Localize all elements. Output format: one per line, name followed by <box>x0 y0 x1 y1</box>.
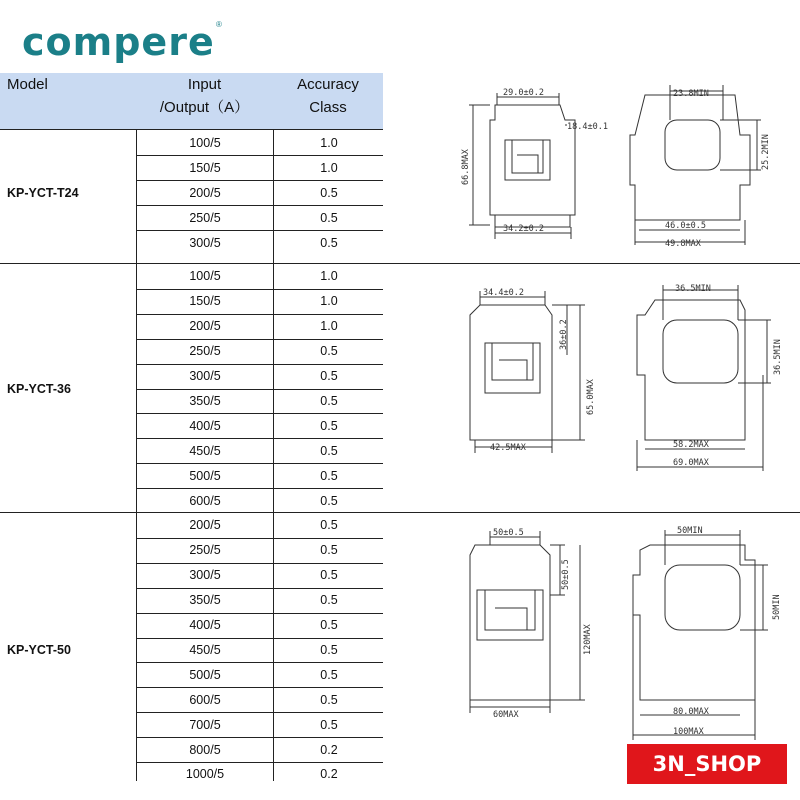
dimension-drawings <box>455 75 800 765</box>
t24-body-width: 46.0±0.5 <box>665 221 706 231</box>
m50-bottom-width: 60MAX <box>493 710 519 720</box>
row-divider <box>136 389 383 390</box>
shop-badge-label: 3N_SHOP <box>652 752 762 776</box>
m36-height: 65.0MAX <box>586 379 596 415</box>
table-cell-io: 250/5 <box>189 344 221 359</box>
header-accuracy <box>273 73 383 129</box>
table-cell-io: 300/5 <box>189 369 221 384</box>
table-cell-accuracy: 0.5 <box>320 185 338 200</box>
column-divider <box>136 129 137 781</box>
m50-window-height: 50MIN <box>772 594 782 620</box>
table-cell-accuracy: 0.5 <box>320 593 338 608</box>
m36-bottom-width: 42.5MAX <box>490 443 526 453</box>
header-model-label: Model <box>7 76 48 93</box>
column-divider <box>273 129 274 781</box>
table-cell-io: 800/5 <box>189 742 221 757</box>
header-io <box>136 73 273 129</box>
table-cell-accuracy: 0.2 <box>320 742 338 757</box>
table-cell-io: 200/5 <box>189 319 221 334</box>
shop-badge <box>627 734 787 784</box>
table-cell-io: 600/5 <box>189 493 221 508</box>
table-cell-io: 150/5 <box>189 294 221 309</box>
m36-overall-width: 69.0MAX <box>673 458 709 468</box>
row-divider <box>136 463 383 464</box>
table-cell-accuracy: 0.5 <box>320 468 338 483</box>
row-divider <box>136 737 383 738</box>
m36-window-width: 36.5MIN <box>675 284 711 294</box>
m50-top-width: 50±0.5 <box>493 528 524 538</box>
table-cell-accuracy: 0.5 <box>320 493 338 508</box>
table-cell-accuracy: 1.0 <box>320 160 338 175</box>
table-cell-accuracy: 1.0 <box>320 319 338 334</box>
row-divider <box>136 712 383 713</box>
table-cell-io: 700/5 <box>189 717 221 732</box>
header-accuracy-line1: Accuracy <box>297 76 359 93</box>
table-cell-accuracy: 0.5 <box>320 443 338 458</box>
m36-side-depth: 36±0.2 <box>559 319 569 350</box>
m36-window-height: 36.5MIN <box>773 339 783 375</box>
m36-front-view <box>470 291 585 453</box>
table-cell-accuracy: 0.2 <box>320 767 338 782</box>
t24-window-height: 25.2MIN <box>761 134 771 170</box>
m50-side-depth: 50±0.5 <box>561 559 571 590</box>
table-cell-accuracy: 0.5 <box>320 344 338 359</box>
table-cell-io: 200/5 <box>189 518 221 533</box>
row-divider <box>136 314 383 315</box>
row-divider <box>136 613 383 614</box>
row-divider <box>136 180 383 181</box>
t24-height: 66.8MAX <box>461 149 471 185</box>
table-cell-accuracy: 1.0 <box>320 135 338 150</box>
table-cell-accuracy: 0.5 <box>320 667 338 682</box>
table-cell-io: 450/5 <box>189 443 221 458</box>
m50-front-view <box>470 531 585 713</box>
table-cell-accuracy: 0.5 <box>320 235 338 250</box>
table-cell-accuracy: 0.5 <box>320 393 338 408</box>
row-divider <box>136 155 383 156</box>
row-divider <box>136 662 383 663</box>
table-cell-io: 300/5 <box>189 568 221 583</box>
row-divider <box>136 339 383 340</box>
table-cell-accuracy: 0.5 <box>320 418 338 433</box>
m50-overall-width: 100MAX <box>673 727 704 737</box>
row-divider <box>136 438 383 439</box>
model-name: KP-YCT-T24 <box>7 185 79 200</box>
table-cell-accuracy: 0.5 <box>320 210 338 225</box>
brand-registered-mark: ® <box>216 20 222 29</box>
row-divider <box>136 289 383 290</box>
table-cell-io: 150/5 <box>189 160 221 175</box>
table-cell-accuracy: 0.5 <box>320 642 338 657</box>
table-cell-io: 500/5 <box>189 667 221 682</box>
table-cell-io: 600/5 <box>189 692 221 707</box>
t24-side-depth: 18.4±0.1 <box>567 122 608 132</box>
table-cell-io: 1000/5 <box>185 767 225 782</box>
t24-top-width: 29.0±0.2 <box>503 88 544 98</box>
m36-body-width: 58.2MAX <box>673 440 709 450</box>
row-divider <box>136 413 383 414</box>
model-name: KP-YCT-36 <box>7 381 71 396</box>
header-divider <box>0 129 383 130</box>
m50-body-width: 80.0MAX <box>673 707 709 717</box>
table-cell-accuracy: 0.5 <box>320 543 338 558</box>
t24-overall-width: 49.8MAX <box>665 239 701 249</box>
table-cell-io: 400/5 <box>189 418 221 433</box>
t24-bottom-width: 34.2±0.2 <box>503 224 544 234</box>
table-cell-io: 250/5 <box>189 543 221 558</box>
table-cell-io: 350/5 <box>189 393 221 408</box>
m36-top-width: 34.4±0.2 <box>483 288 524 298</box>
row-divider <box>136 563 383 564</box>
row-divider <box>136 230 383 231</box>
table-cell-io: 100/5 <box>189 135 221 150</box>
table-cell-accuracy: 0.5 <box>320 717 338 732</box>
m50-height: 120MAX <box>583 624 593 655</box>
table-cell-io: 250/5 <box>189 210 221 225</box>
row-divider <box>136 638 383 639</box>
table-cell-io: 300/5 <box>189 235 221 250</box>
row-divider <box>136 364 383 365</box>
table-cell-accuracy: 0.5 <box>320 618 338 633</box>
t24-window-width: 23.8MIN <box>673 89 709 99</box>
table-cell-io: 200/5 <box>189 185 221 200</box>
model-name: KP-YCT-50 <box>7 642 71 657</box>
table-cell-io: 400/5 <box>189 618 221 633</box>
row-divider <box>136 205 383 206</box>
table-cell-io: 100/5 <box>189 269 221 284</box>
table-cell-accuracy: 0.5 <box>320 518 338 533</box>
shop-badge-registered-mark: ® <box>774 734 784 745</box>
m50-window-width: 50MIN <box>677 526 703 536</box>
row-divider <box>136 762 383 763</box>
table-cell-accuracy: 0.5 <box>320 369 338 384</box>
table-cell-io: 350/5 <box>189 593 221 608</box>
header-io-line2: /Output（A） <box>159 99 250 116</box>
header-io-line1: Input <box>187 76 222 93</box>
table-cell-accuracy: 1.0 <box>320 269 338 284</box>
row-divider <box>136 687 383 688</box>
header-model <box>0 73 136 129</box>
table-cell-accuracy: 0.5 <box>320 692 338 707</box>
brand-logo: compere <box>22 20 215 64</box>
t24-front-view <box>469 93 575 239</box>
header-accuracy-line2: Class <box>309 99 347 116</box>
row-divider <box>136 488 383 489</box>
table-cell-io: 500/5 <box>189 468 221 483</box>
table-cell-accuracy: 0.5 <box>320 568 338 583</box>
table-cell-accuracy: 1.0 <box>320 294 338 309</box>
table-cell-io: 450/5 <box>189 642 221 657</box>
row-divider <box>136 538 383 539</box>
row-divider <box>136 588 383 589</box>
